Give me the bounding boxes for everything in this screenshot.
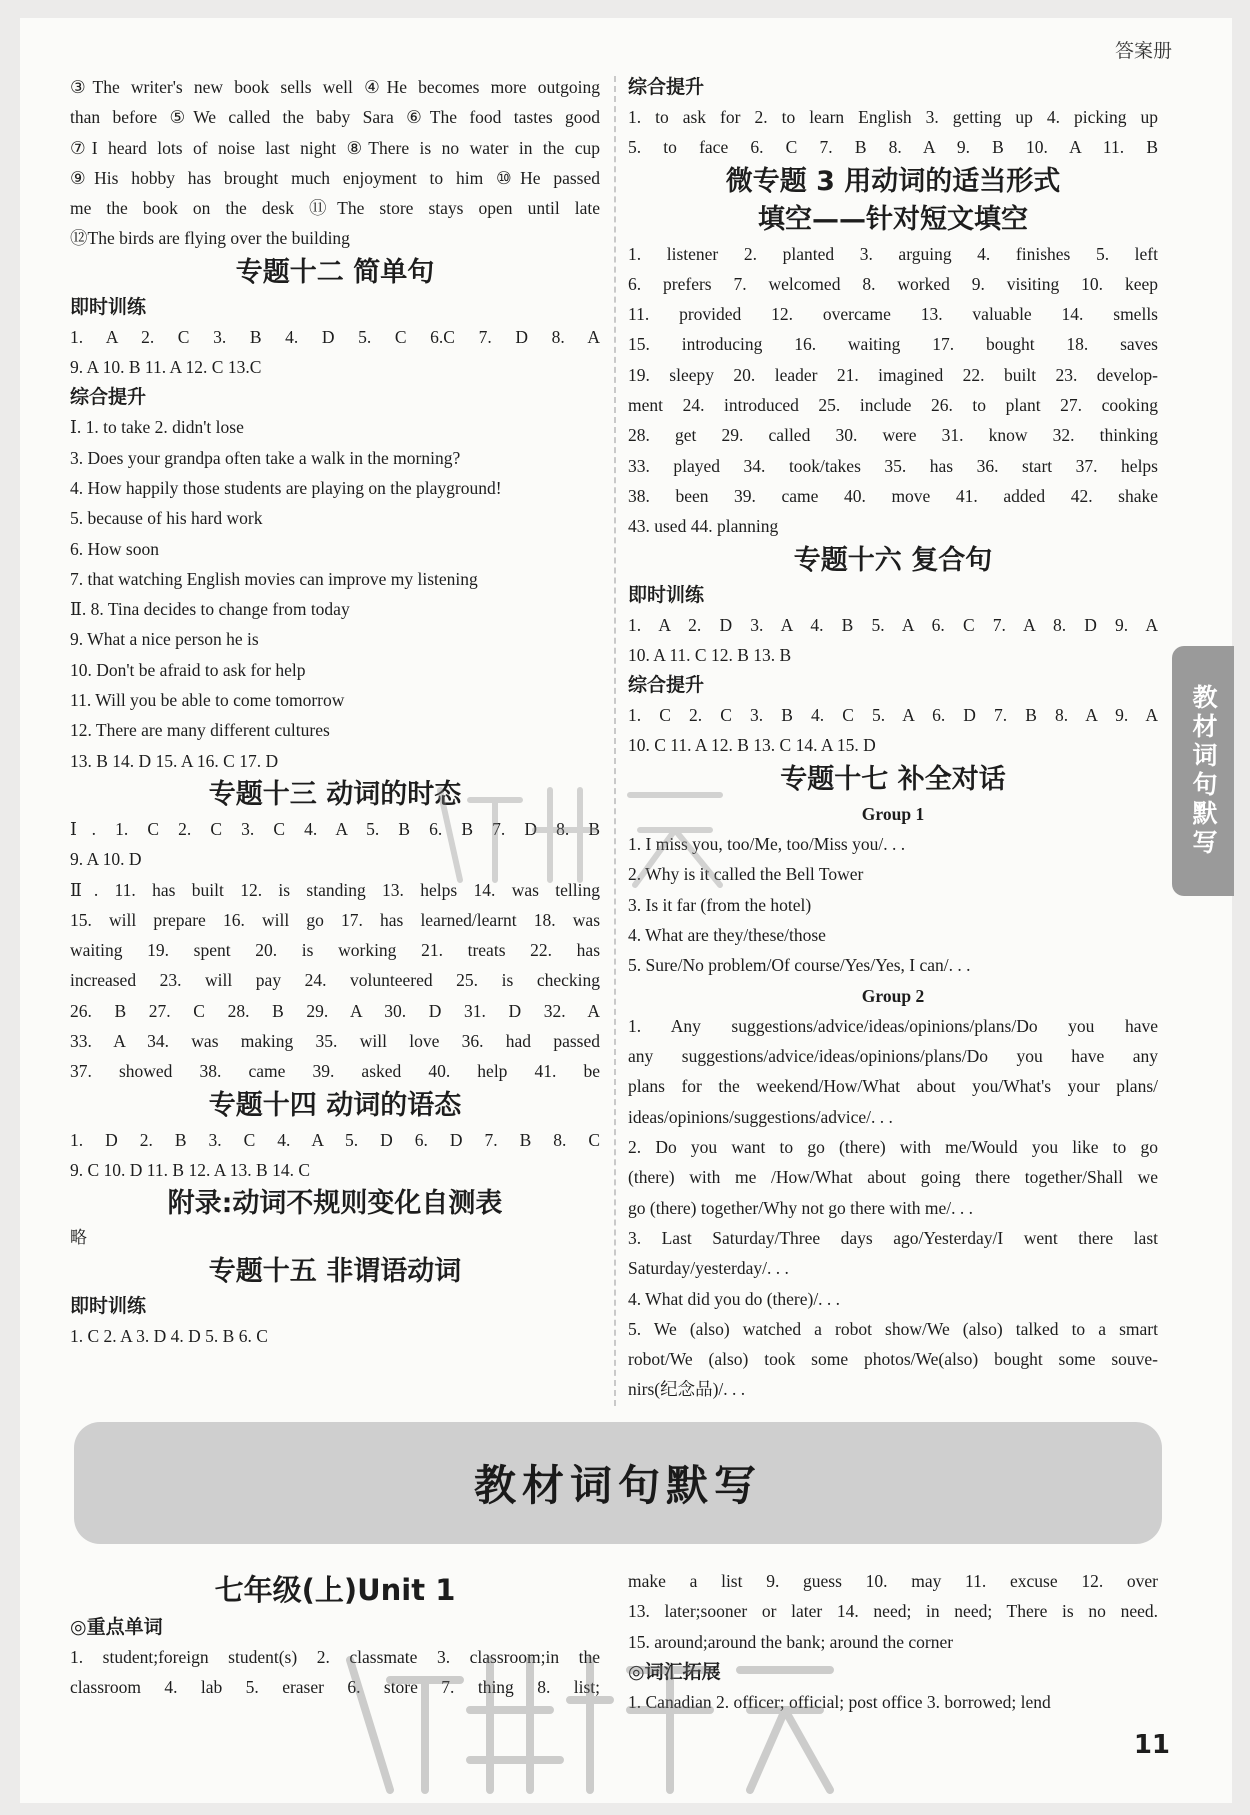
answer-line: 38. been 39. came 40. move 41. added 42. shake [628,485,1158,506]
answer-line: 1. Any suggestions/advice/ideas/opinions/plans/Do you have [628,1015,1158,1036]
answer-line: me the book on the desk ⑪The store stays open until late [70,198,600,219]
right-column [628,72,1158,1405]
answer-line: 11. Will you be able to come tomorrow [70,690,345,711]
answer-line: 15. will prepare 16. will go 17. has learned/learnt 18. was [70,909,600,930]
answer-book-tag: 答案册 [1114,40,1172,62]
subsection-heading: 综合提升 [628,674,705,697]
answer-line: 5. because of his hard work [70,508,263,529]
answer-line: 7. that watching English movies can improve my listening [70,568,478,589]
answer-line: 10. C 11. A 12. B 13. C 14. A 15. D [628,735,876,756]
answer-line: 33. A 34. was making 35. will love 36. had passed [70,1031,600,1052]
answer-line: 4. How happily those students are playing on the playground! [70,477,502,498]
answer-line: 33. played 34. took/takes 35. has 36. start 37. helps [628,455,1158,476]
unit-title: 七年级(上)Unit 1 [214,1573,456,1607]
section-title: 专题十七 补全对话 [780,763,1006,795]
answer-line: make a list 9. guess 10. may 11. excuse 12. over [628,1571,1158,1591]
answer-line: plans for the weekend/How/What about you/What's your plans/ [628,1076,1158,1097]
answer-line: 1. A 2. C 3. B 4. D 5. C 6.C 7. D 8. A [70,326,600,347]
answer-line: 13. later;sooner or later 14. need; in need; There is no need. [628,1601,1158,1622]
answer-line: 3. Last Saturday/Three days ago/Yesterday/I went there last [628,1227,1158,1248]
answer-line: go (there) together/Why not go there with me/. . . [628,1197,974,1218]
answer-line: ③The writer's new book sells well ④He becomes more outgoing [70,77,600,97]
answer-line: ideas/opinions/suggestions/advice/. . . [628,1106,893,1127]
answer-line: 37. showed 38. came 39. asked 40. help 41. be [70,1061,600,1082]
answer-line: 9. A 10. B 11. A 12. C 13.C [70,357,262,378]
answer-line: (there) with me /How/What about going there together/Shall we [628,1167,1158,1188]
answer-line: waiting 19. spent 20. is working 21. treats 22. has [70,940,600,961]
answer-line: 1. student;foreign student(s) 2. classmate 3. classroom;in the [70,1647,600,1667]
answer-line: 6. How soon [70,538,159,559]
answer-line: Ⅱ. 11. has built 12. is standing 13. helps 14. was telling [70,879,600,900]
answer-line: ⑫The birds are flying over the building [70,228,350,249]
answer-line: ment 24. introduced 25. include 26. to plant 27. cooking [628,395,1158,416]
answer-line: 略 [70,1228,87,1249]
answer-line: 15. around;around the bank; around the corner [628,1631,954,1652]
answer-line: 9. A 10. D [70,849,142,870]
answer-line: 1. D 2. B 3. C 4. A 5. D 6. D 7. B 8. C [70,1129,600,1150]
answer-line: 1. A 2. D 3. A 4. B 5. A 6. C 7. A 8. D 9. A [628,614,1158,635]
answer-line: 1. Canadian 2. officer; official; post office 3. borrowed; lend [628,1691,1051,1712]
answer-line: Ⅰ. 1. C 2. C 3. C 4. A 5. B 6. B 7. D 8. B [70,818,600,839]
section-title: 附录:动词不规则变化自测表 [167,1188,503,1220]
section-title: 微专题 3 用动词的适当形式 [725,165,1061,197]
page-number: 11 [1133,1730,1170,1760]
banner-title: 教材词句默写 [473,1461,762,1510]
answer-line: 19. sleepy 20. leader 21. imagined 22. built 23. develop- [628,364,1158,385]
vocab-extension-heading: ◎词汇拓展 [628,1660,721,1683]
subsection-heading: 综合提升 [70,386,147,409]
left-column [70,72,600,1352]
answer-line: 10. Don't be afraid to ask for help [70,659,306,680]
answer-line: Ⅰ. 1. to take 2. didn't lose [70,417,244,438]
answer-line: 9. What a nice person he is [70,629,259,650]
subsection-heading: 即时训练 [70,295,147,318]
answer-line: 11. provided 12. overcame 13. valuable 14. smells [628,304,1158,325]
side-tab-label: 教材词句默写 [1189,684,1218,858]
section-title: 专题十二 简单句 [235,256,435,288]
answer-line: 3. Does your grandpa often take a walk in the morning? [70,447,461,468]
answer-line: any suggestions/advice/ideas/opinions/plans/Do you have any [628,1046,1158,1067]
subsection-heading: 即时训练 [628,583,705,606]
section-title: 专题十三 动词的时态 [208,778,462,810]
column-divider [614,76,616,1406]
answer-line: 4. What did you do (there)/. . . [628,1288,841,1309]
answer-line: 1. I miss you, too/Me, too/Miss you/. . . [628,834,906,855]
answer-line: 9. C 10. D 11. B 12. A 13. B 14. C [70,1159,311,1180]
section-title: 专题十四 动词的语态 [208,1089,462,1121]
answer-line: 12. There are many different cultures [70,720,330,741]
unit-1-continued [628,1566,1158,1717]
answer-line: classroom 4. lab 5. eraser 6. store 7. thing 8. list; [70,1677,600,1698]
side-tab[interactable] [1172,646,1234,896]
answer-line: robot/We (also) took some photos/We(also) bought some souve- [628,1349,1158,1370]
answer-line: 1. C 2. C 3. B 4. C 5. A 6. D 7. B 8. A 9. A [628,705,1158,726]
section-title: 填空——针对短文填空 [758,203,1028,235]
answer-line: 1. C 2. A 3. D 4. D 5. B 6. C [70,1326,268,1347]
answer-line: Ⅱ. 8. Tina decides to change from today [70,599,350,620]
section-banner [74,1422,1162,1544]
answer-line: 1. listener 2. planted 3. arguing 4. finishes 5. left [628,243,1158,264]
group-heading: Group 1 [861,803,925,824]
answer-line: 5. to face 6. C 7. B 8. A 9. B 10. A 11. B [628,137,1158,158]
answer-line: ⑨His hobby has brought much enjoyment to him ⑩He passed [70,167,600,188]
unit-1-block [70,1568,600,1703]
answer-line: than before ⑤We called the baby Sara ⑥The food tastes good [70,107,600,128]
answer-line: 13. B 14. D 15. A 16. C 17. D [70,750,279,771]
answer-line: 6. prefers 7. welcomed 8. worked 9. visiting 10. keep [628,273,1158,294]
section-title: 专题十五 非谓语动词 [208,1256,462,1288]
subsection-heading: 即时训练 [70,1295,147,1318]
answer-line: ⑦I heard lots of noise last night ⑧There is no water in the cup [70,137,600,158]
group-heading: Group 2 [861,985,925,1006]
answer-line: 10. A 11. C 12. B 13. B [628,644,792,665]
answer-line: nirs(纪念品)/. . . [628,1379,746,1400]
answer-line: 2. Do you want to go (there) with me/Would you like to go [628,1137,1158,1158]
answer-line: 28. get 29. called 30. were 31. know 32. thinking [628,425,1158,446]
answer-line: 3. Is it far (from the hotel) [628,894,812,915]
subsection-heading: 综合提升 [628,76,705,98]
key-words-heading: ◎重点单词 [70,1616,163,1638]
answer-line: 26. B 27. C 28. B 29. A 30. D 31. D 32. A [70,1000,600,1021]
answer-line: 2. Why is it called the Bell Tower [628,864,864,885]
answer-line: 15. introducing 16. waiting 17. bought 18. saves [628,334,1158,355]
answer-line: Saturday/yesterday/. . . [628,1258,789,1279]
section-title: 专题十六 复合句 [793,544,993,576]
answer-line: 43. used 44. planning [628,516,779,537]
answer-line: increased 23. will pay 24. volunteered 25. is checking [70,970,600,991]
answer-line: 1. to ask for 2. to learn English 3. getting up 4. picking up [628,107,1158,127]
answer-line: 5. We (also) watched a robot show/We (also) talked to a smart [628,1318,1158,1339]
answer-line: 4. What are they/these/those [628,924,826,945]
answer-line: 5. Sure/No problem/Of course/Yes/Yes, I can/. . . [628,955,971,976]
